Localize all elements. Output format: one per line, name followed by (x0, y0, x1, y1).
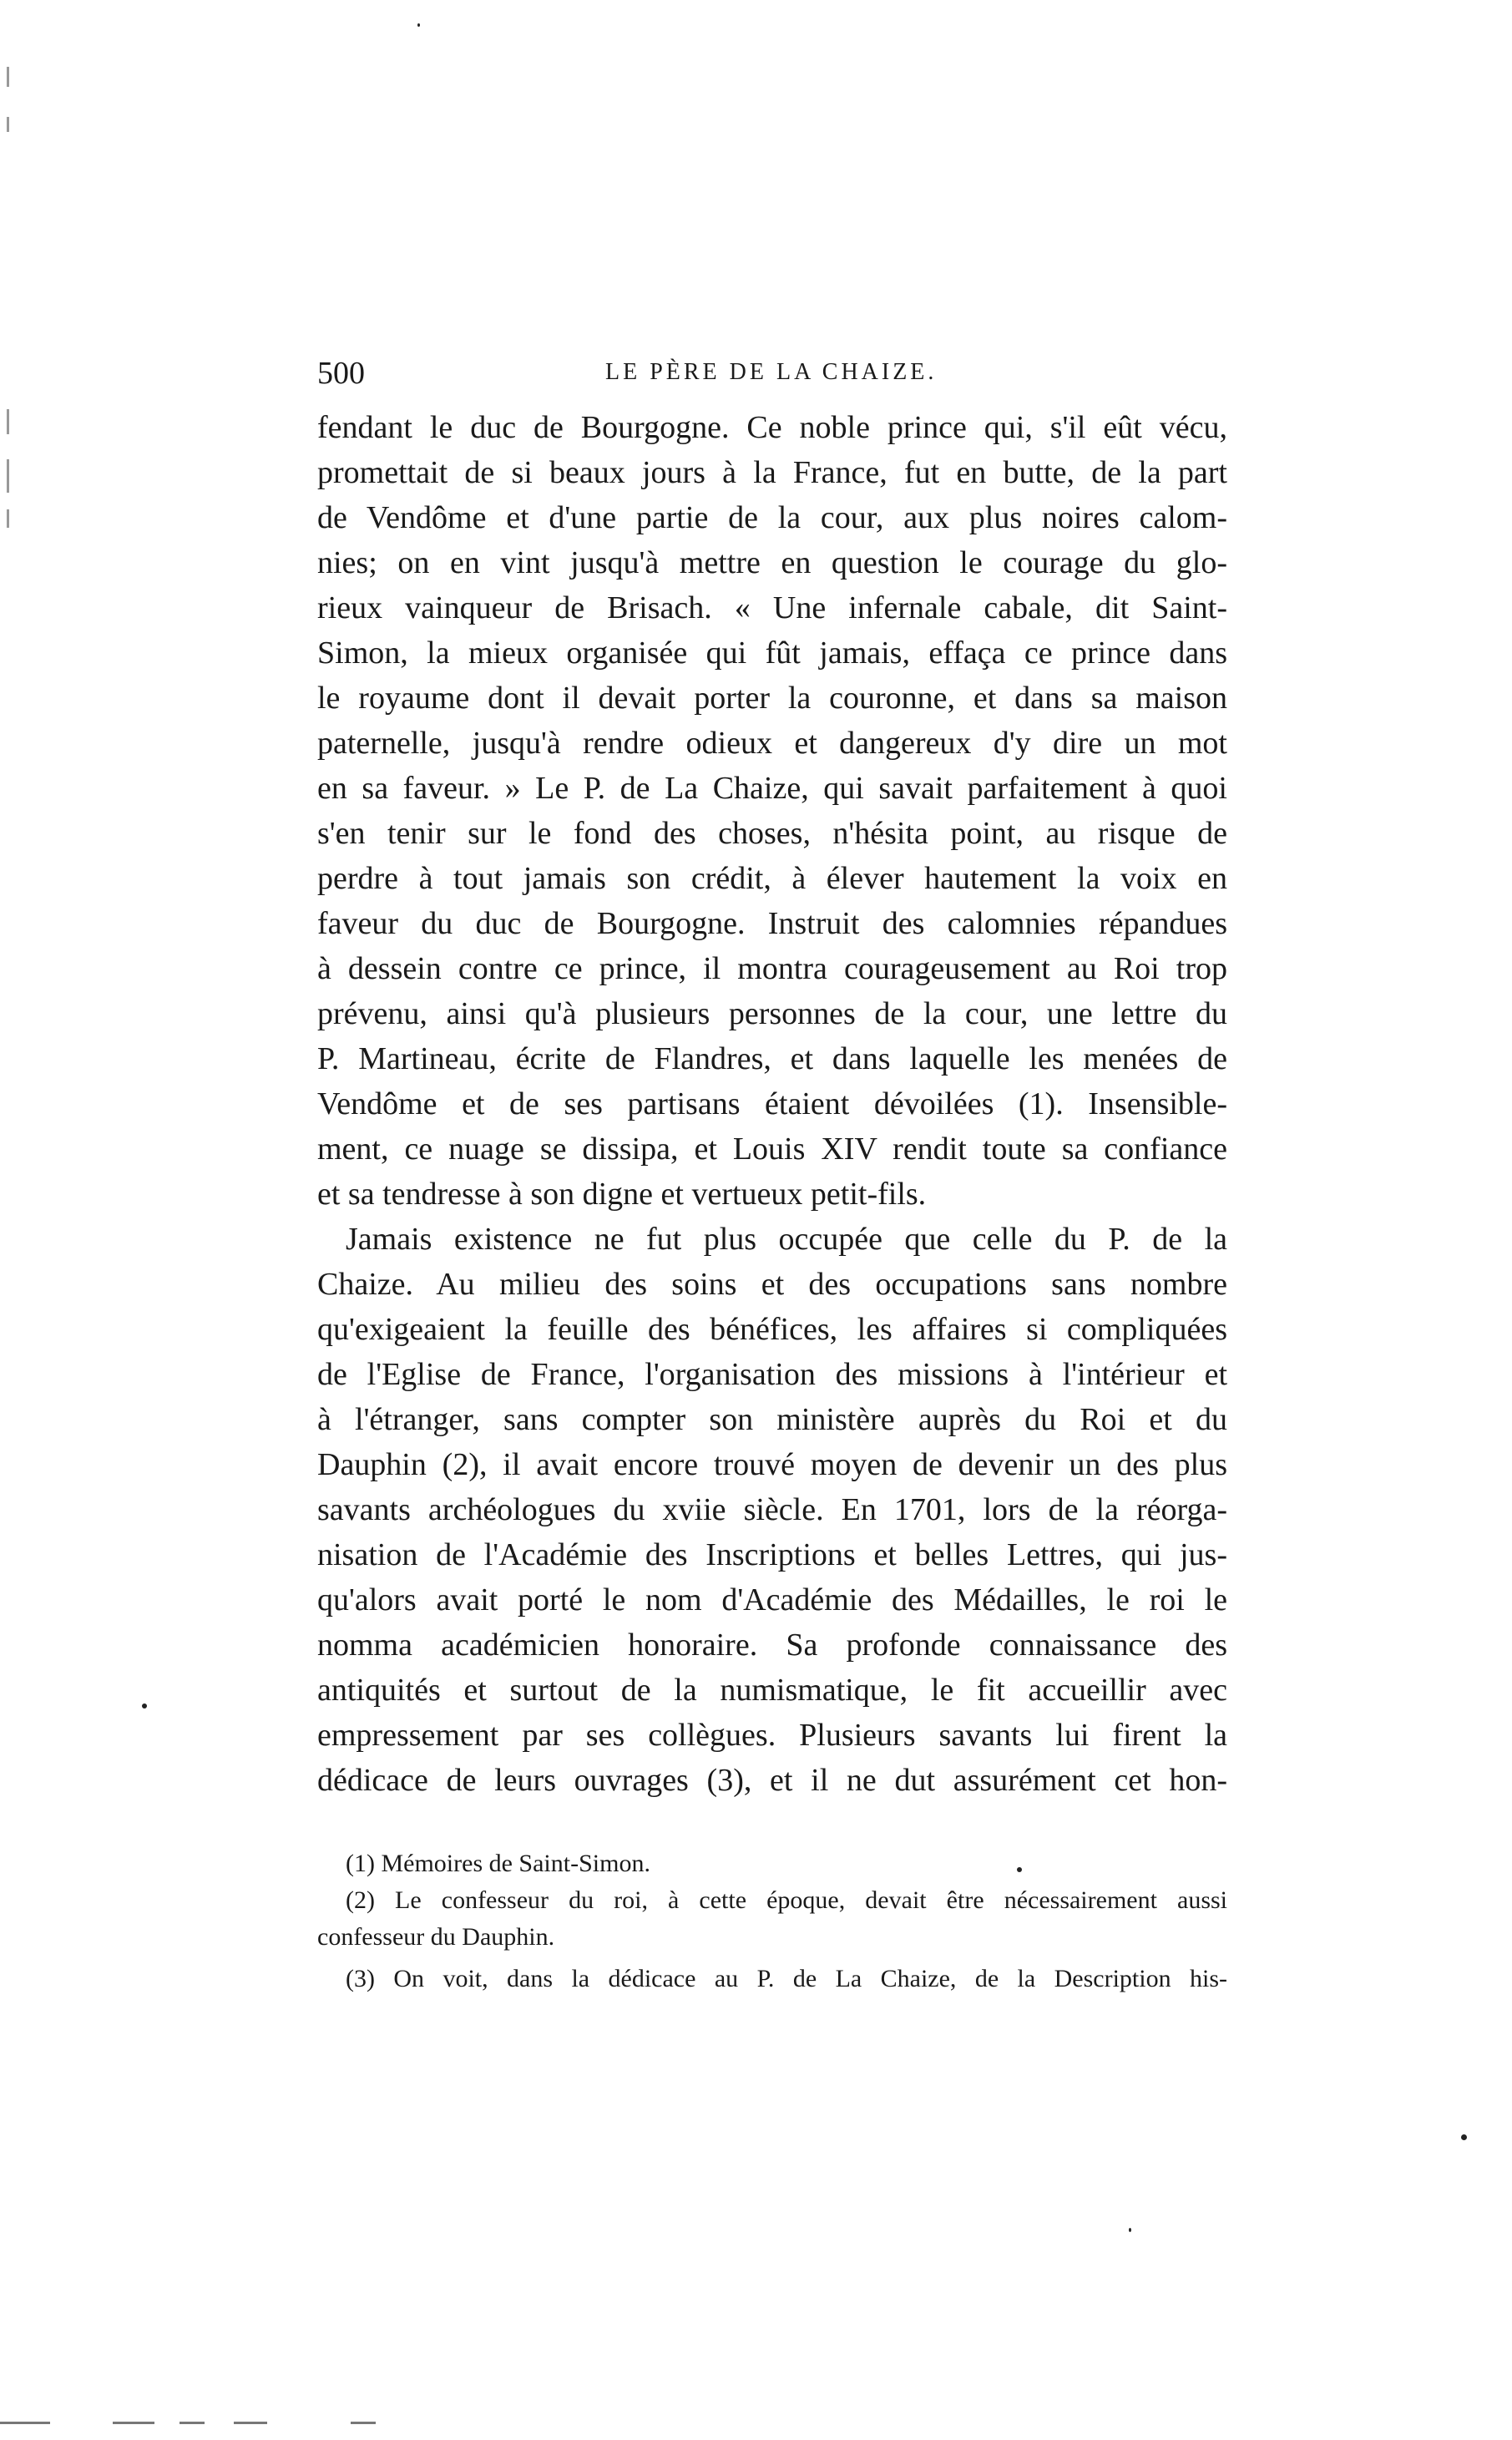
scan-edge-mark (234, 2422, 267, 2424)
footnote-line: (2) Le confesseur du roi, à cette époque, devait être nécessairement aussi (346, 1886, 1227, 1914)
text-line: Vendôme et de ses partisans étaient dévoilées (1). Insensible- (317, 1086, 1227, 1121)
text-line: Dauphin (2), il avait encore trouvé moyen de devenir un des plus (317, 1447, 1227, 1482)
text-line: à dessein contre ce prince, il montra courageusement au Roi trop (317, 951, 1227, 986)
ink-speck (1129, 2228, 1131, 2232)
text-line: prévenu, ainsi qu'à plusieurs personnes de la cour, une lettre du (317, 996, 1227, 1031)
text-line: perdre à tout jamais son crédit, à élever hautement la voix en (317, 861, 1227, 896)
text-line: empressement par ses collègues. Plusieurs savants lui firent la (317, 1718, 1227, 1753)
text-line: nomma académicien honoraire. Sa profonde connaissance des (317, 1628, 1227, 1663)
running-head-title: LE PÈRE DE LA CHAIZE. (605, 359, 938, 385)
scan-edge-mark (7, 117, 9, 132)
footnote-line: (3) On voit, dans la dédicace au P. de La Chaize, de la Description his- (346, 1965, 1227, 1992)
scan-edge-mark (7, 459, 9, 493)
scan-edge-mark (7, 409, 9, 434)
text-line: Chaize. Au milieu des soins et des occupations sans nombre (317, 1267, 1227, 1302)
footnote-line: confesseur du Dauphin. (317, 1923, 555, 1951)
text-line: savants archéologues du xviie siècle. En 1701, lors de la réorga- (317, 1492, 1227, 1527)
text-line: nies; on en vint jusqu'à mettre en question le courage du glo- (317, 545, 1227, 580)
text-line: rieux vainqueur de Brisach. « Une infernale cabale, dit Saint- (317, 590, 1227, 625)
scan-edge-mark (0, 2422, 50, 2424)
text-line: Simon, la mieux organisée qui fût jamais, effaça ce prince dans (317, 635, 1227, 671)
text-line: le royaume dont il devait porter la couronne, et dans sa maison (317, 681, 1227, 716)
text-line: ment, ce nuage se dissipa, et Louis XIV rendit toute sa confiance (317, 1131, 1227, 1167)
text-line: paternelle, jusqu'à rendre odieux et dangereux d'y dire un mot (317, 726, 1227, 761)
text-line: promettait de si beaux jours à la France, fut en butte, de la part (317, 455, 1227, 490)
text-line: de Vendôme et d'une partie de la cour, aux plus noires calom- (317, 500, 1227, 535)
text-line: Jamais existence ne fut plus occupée que celle du P. de la (346, 1222, 1227, 1257)
text-line: faveur du duc de Bourgogne. Instruit des calomnies répandues (317, 906, 1227, 941)
scan-edge-mark (7, 67, 9, 87)
text-line: s'en tenir sur le fond des choses, n'hésita point, au risque de (317, 816, 1227, 851)
text-line: et sa tendresse à son digne et vertueux petit-fils. (317, 1177, 927, 1212)
text-line: nisation de l'Académie des Inscriptions et belles Lettres, qui jus- (317, 1537, 1227, 1572)
text-line: qu'exigeaient la feuille des bénéfices, les affaires si compliquées (317, 1312, 1227, 1347)
text-line: de l'Eglise de France, l'organisation des missions à l'intérieur et (317, 1357, 1227, 1392)
scan-edge-mark (180, 2422, 205, 2424)
text-line: en sa faveur. » Le P. de La Chaize, qui savait parfaitement à quoi (317, 771, 1227, 806)
ink-speck (417, 23, 420, 27)
scan-edge-mark (351, 2422, 376, 2424)
text-line: P. Martineau, écrite de Flandres, et dans laquelle les menées de (317, 1041, 1227, 1076)
text-line: dédicace de leurs ouvrages (3), et il ne dut assurément cet hon- (317, 1763, 1227, 1798)
text-line: fendant le duc de Bourgogne. Ce noble prince qui, s'il eût vécu, (317, 410, 1227, 445)
ink-speck (142, 1703, 147, 1709)
scan-edge-mark (7, 509, 9, 528)
footnote-line: (1) Mémoires de Saint-Simon. (346, 1850, 650, 1877)
running-header (317, 355, 1227, 397)
ink-speck (1461, 2134, 1467, 2140)
page-number: 500 (317, 356, 365, 391)
text-line: antiquités et surtout de la numismatique, le fit accueillir avec (317, 1673, 1227, 1708)
text-line: qu'alors avait porté le nom d'Académie des Médailles, le roi le (317, 1582, 1227, 1617)
text-line: à l'étranger, sans compter son ministère auprès du Roi et du (317, 1402, 1227, 1437)
scan-edge-mark (113, 2422, 154, 2424)
ink-speck (1017, 1867, 1022, 1872)
